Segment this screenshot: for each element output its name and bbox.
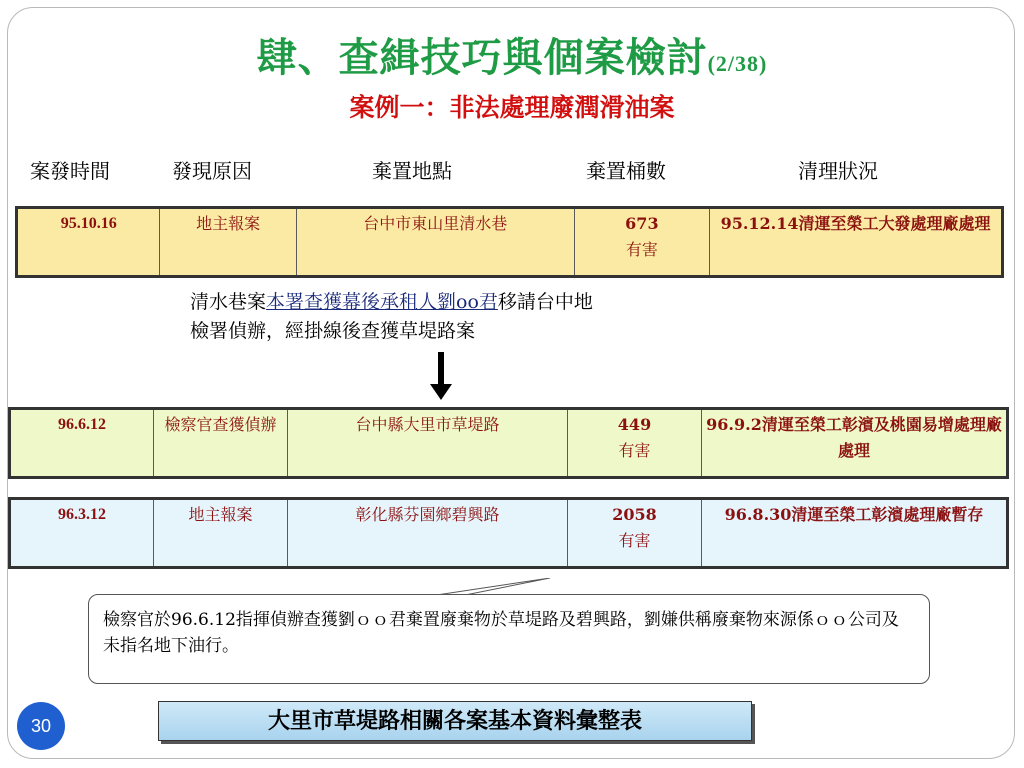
cell-reason: 地主報案 <box>154 499 288 568</box>
case-row-1 <box>15 206 1004 278</box>
down-arrow-icon <box>430 352 452 400</box>
cell-location: 台中市東山里清水巷 <box>296 208 574 277</box>
hazard-label: 有害 <box>625 240 658 259</box>
header-reason: 發現原因 <box>172 159 252 183</box>
case-row-3 <box>8 497 1009 569</box>
header-status: 清理狀況 <box>798 159 878 183</box>
header-count: 棄置桶數 <box>586 159 666 183</box>
case-note <box>190 288 593 346</box>
cell-count <box>574 208 709 277</box>
cell-count <box>568 499 702 568</box>
hazard-label: 有害 <box>618 441 651 460</box>
cell-location: 台中縣大里市草堤路 <box>288 409 568 478</box>
count-value: 2058 <box>612 505 657 524</box>
table-caption: 大里市草堤路相關各案基本資料彙整表 <box>158 701 752 741</box>
hazard-label: 有害 <box>618 531 651 550</box>
count-value: 449 <box>617 415 652 434</box>
cell-count <box>568 409 702 478</box>
cell-date: 96.3.12 <box>10 499 154 568</box>
cell-reason: 地主報案 <box>160 208 296 277</box>
count-value: 673 <box>625 214 659 233</box>
cell-location: 彰化縣芬園鄉碧興路 <box>288 499 568 568</box>
note-prefix: 清水巷案 <box>190 291 267 313</box>
cell-status: 96.9.2清運至榮工彰濱及桃園易增處理廠處理 <box>702 409 1008 478</box>
slide-subtitle: 案例一：非法處理廢潤滑油案 <box>349 93 675 122</box>
header-date: 案發時間 <box>30 159 110 183</box>
header-location: 棄置地點 <box>372 159 452 183</box>
note-suffix: 移請台中地 <box>497 291 593 313</box>
note-underlined: 本署查獲幕後承租人劉oo君 <box>266 291 498 313</box>
slide-title <box>0 26 1024 83</box>
cell-reason: 檢察官查獲偵辦 <box>154 409 288 478</box>
cell-status: 96.8.30清運至榮工彰濱處理廠暫存 <box>702 499 1008 568</box>
title-page-indicator: (2/38) <box>707 51 768 76</box>
cell-date: 96.6.12 <box>10 409 154 478</box>
page-number-badge: 30 <box>17 702 65 750</box>
case-row-2 <box>8 407 1009 479</box>
callout-box: 檢察官於96.6.12指揮偵辦查獲劉ｏｏ君棄置廢棄物於草堤路及碧興路，劉嫌供稱廢棄物來源係ｏｏ公司及未指名地下油行。 <box>88 594 930 684</box>
title-main: 肆、查緝技巧與個案檢討 <box>256 34 708 81</box>
note-line2: 檢署偵辦，經掛線後查獲草堤路案 <box>190 320 476 342</box>
cell-date: 95.10.16 <box>17 208 160 277</box>
cell-status: 95.12.14清運至榮工大發處理廠處理 <box>710 208 1003 277</box>
